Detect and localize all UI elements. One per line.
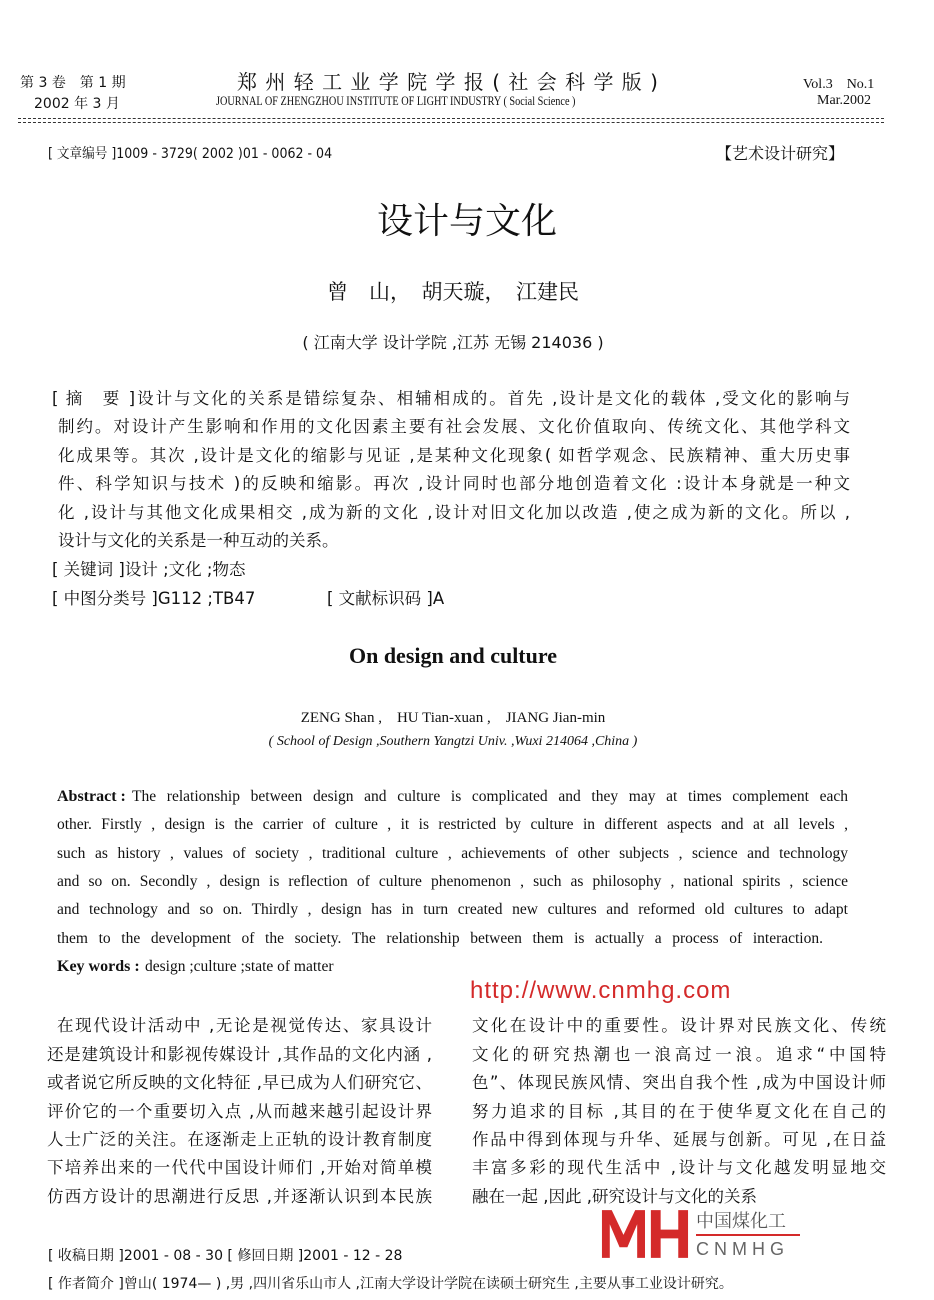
journal-title-en: JOURNAL OF ZHENGZHOU INSTITUTE OF LIGHT INDUSTRY ( Social Science ) [216,94,576,108]
abstract-en-line: and technology and so on. Thirdly , design has in turn created new cultures and reformed old cultures to adapt [57,901,848,918]
logo-divider [696,1234,800,1236]
body-line: 文化在设计中的重要性。设计界对民族文化、传统 [472,1016,886,1035]
abstract-en-line: such as history , values of society , traditional culture , achievements of other subjects , science and technology [57,845,848,862]
logo-text-cn: 中国煤化工 [696,1211,786,1232]
document-code: [ 文献标识码 ]A [327,589,445,608]
keywords-en: design ;culture ;state of matter [145,958,334,975]
abstract-cn-line: 件、科学知识与技术 )的反映和缩影。再次 ,设计同时也部分地创造着文化 :设计本身就是一种文 [58,474,850,493]
body-line: 色”、体现民族风情、突出自我个性 ,成为中国设计师 [472,1073,886,1092]
keywords-en-label: Key words : [57,958,140,975]
abstract-en-label: Abstract : [57,788,126,805]
body-line: 丰富多彩的现代生活中 ,设计与文化越发明显地交 [472,1158,886,1177]
body-line: 还是建筑设计和影视传媒设计 ,其作品的文化内涵 , [47,1045,432,1064]
authors-en: ZENG Shan , HU Tian-xuan , JIANG Jian-min [300,710,606,726]
abstract-en-line: other. Firstly , design is the carrier of culture , it is restricted by culture in different aspects and at all levels , [57,816,848,833]
body-line: 或者说它所反映的文化特征 ,早已成为人们研究它、 [47,1073,432,1092]
abstract-en-line: them to the development of the society. The relationship between them is actually a process of interaction. [57,930,823,947]
body-line: 作品中得到体现与升华、延展与创新。可见 ,在日益 [472,1130,886,1149]
article-number: [ 文章编号 ]1009 - 3729( 2002 )01 - 0062 - 04 [48,146,333,162]
cnmhg-logo [600,1203,800,1265]
affiliation-en: ( School of Design ,Southern Yangtzi Univ. ,Wuxi 214064 ,China ) [268,734,638,749]
url-watermark: http://www.cnmhg.com [470,977,732,1004]
section-label: 【艺术设计研究】 [716,144,845,163]
affiliation: ( 江南大学 设计学院 ,江苏 无锡 214036 ) [302,333,604,352]
body-line: 人士广泛的关注。在逐渐走上正轨的设计教育制度 [47,1130,432,1149]
body-line: 下培养出来的一代代中国设计师们 ,开始对简单模 [47,1158,432,1177]
abstract-en-line: The relationship between design and culture is complicated and they may at times complement each [132,788,848,805]
abstract-cn-line: 化成果等。其次 ,设计是文化的缩影与见证 ,是某种文化现象( 如哲学观念、民族精神、重大历史事 [58,446,850,465]
volume-issue-en: Vol.3 No.1 [803,77,875,92]
abstract-cn-line: 制约。对设计产生影响和作用的文化因素主要有社会发展、文化价值取向、传统文化、其他学科文 [58,417,850,436]
date-en: Mar.2002 [817,93,872,108]
author-bio-footnote: [ 作者简介 ]曾山( 1974— ) ,男 ,四川省乐山市人 ,江南大学设计学院在读硕士研究生 ,主要从事工业设计研究。 [48,1276,733,1292]
keywords-cn: [ 关键词 ]设计 ;文化 ;物态 [52,560,246,579]
classification-number: [ 中图分类号 ]G112 ;TB47 [52,589,256,608]
journal-title-cn: 郑 州 轻 工 业 学 院 学 报 ( 社 会 科 学 版 ) [237,70,659,94]
logo-mark-icon [600,1203,690,1265]
body-line: 文化的研究热潮也一浪高过一浪。追求“中国特 [472,1045,886,1064]
abstract-en-line: and so on. Secondly , design is reflection of culture phenomenon , such as philosophy , national spirits , science [57,873,848,890]
body-line: 努力追求的目标 ,其目的在于使华夏文化在自己的 [472,1102,886,1121]
body-line: 在现代设计活动中 ,无论是视觉传达、家具设计 [57,1016,432,1035]
header-rule-bottom [18,122,884,123]
article-title-en: On design and culture [348,643,558,668]
date-cn: 2002 年 3 月 [34,96,120,112]
body-line: 融在一起 ,因此 ,研究设计与文化的关系 [472,1187,757,1206]
abstract-cn-line: 设计与文化的关系是一种互动的关系。 [58,531,339,550]
logo-text-en: CNMHG [696,1239,789,1259]
article-title: 设计与文化 [376,201,557,242]
body-line: 评价它的一个重要切入点 ,从而越来越引起设计界 [47,1102,432,1121]
authors: 曾 山， 胡天璇， 江建民 [327,280,579,304]
volume-issue-cn: 第 3 卷 第 1 期 [20,75,126,91]
abstract-cn-line: 化 ,设计与其他文化成果相交 ,成为新的文化 ,设计对旧文化加以改造 ,使之成为新的文化。所以 , [58,503,850,522]
body-line: 仿西方设计的思潮进行反思 ,并逐渐认识到本民族 [47,1187,432,1206]
header-rule-top [18,118,884,119]
abstract-cn-line: [ 摘 要 ]设计与文化的关系是错综复杂、相辅相成的。首先 ,设计是文化的载体 ,受文化的影响与 [52,389,850,408]
received-date-footnote: [ 收稿日期 ]2001 - 08 - 30 [ 修回日期 ]2001 - 12 - 28 [48,1248,403,1264]
